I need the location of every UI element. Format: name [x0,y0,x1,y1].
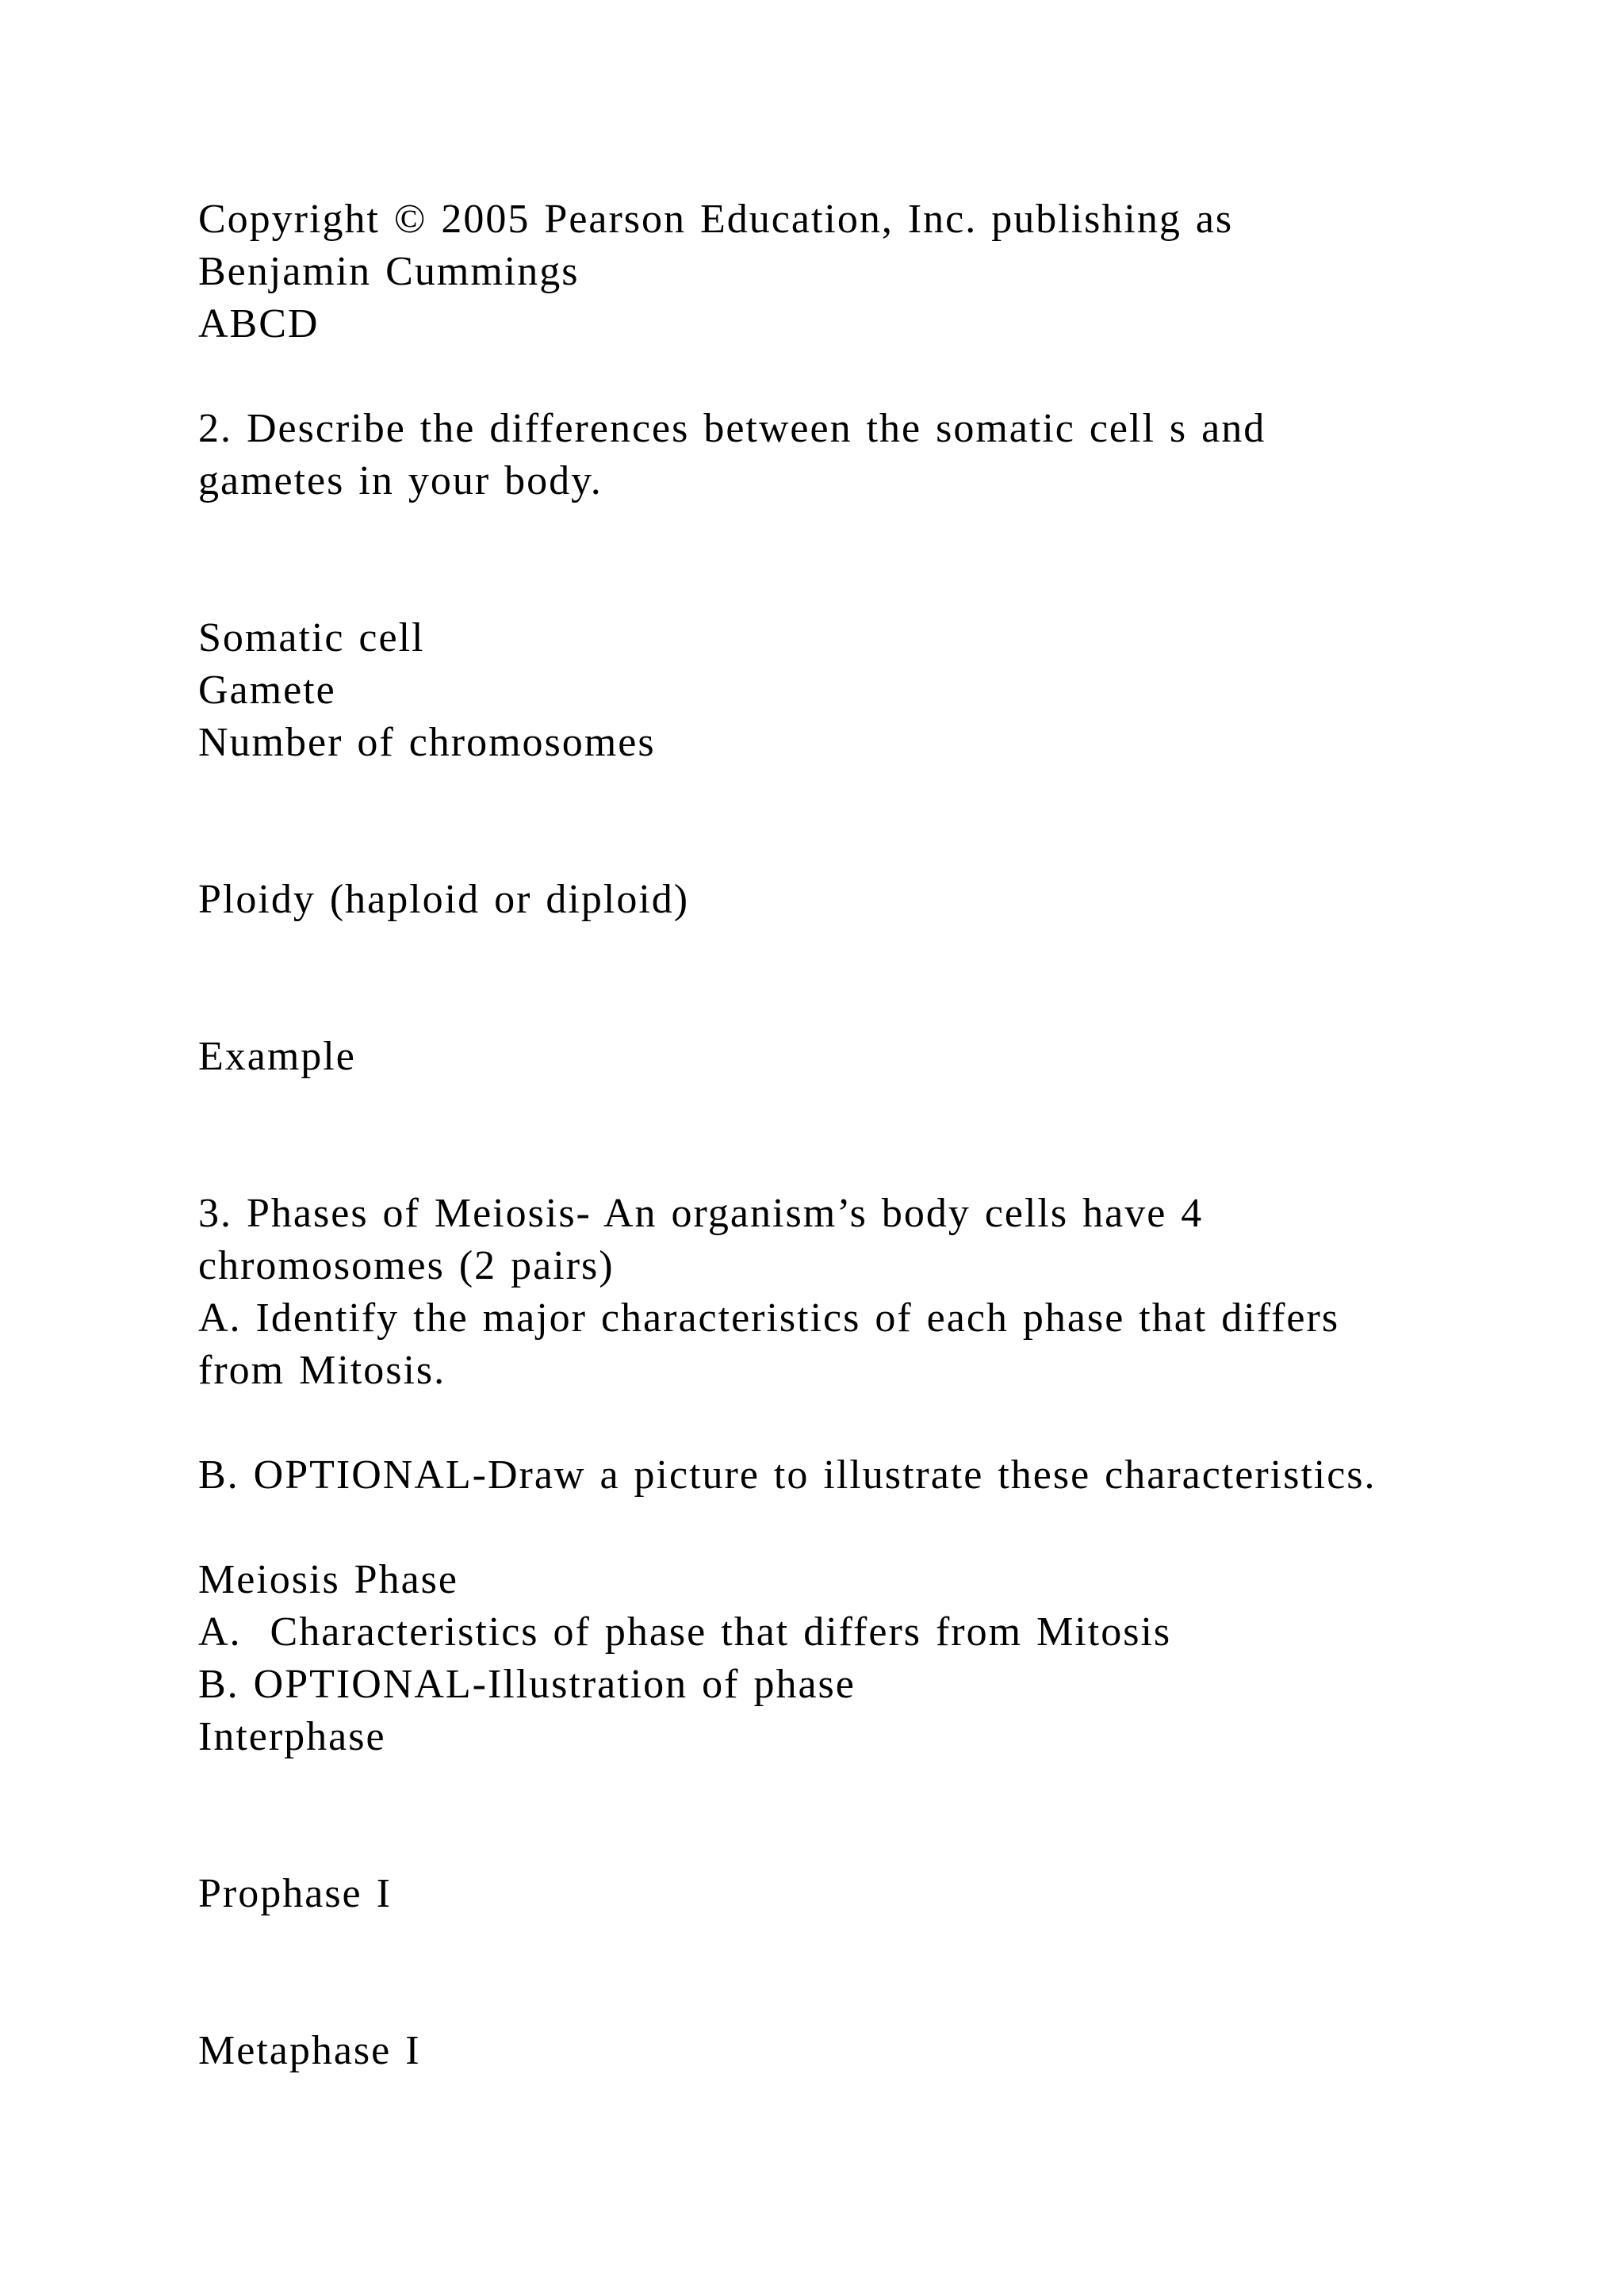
table-2-header-illustration: B. OPTIONAL-Illustration of phase [198,1662,856,1707]
blank-line [198,560,1546,612]
blank-line [198,1816,1546,1868]
document-page [198,193,1546,2077]
copyright-line-3: ABCD [198,301,320,346]
question-2-line-1: 2. Describe the differences between the somatic cell s and [198,406,1266,451]
copyright-line-2: Benjamin Cummings [198,249,580,294]
table-1-row-chromosomes: Number of chromosomes [198,720,656,765]
table-1-row-ploidy: Ploidy (haploid or diploid) [198,877,690,922]
question-3-part-a-line-2: from Mitosis. [198,1348,446,1393]
table-2-row-interphase: Interphase [198,1714,386,1759]
question-3-line-2: chromosomes (2 pairs) [198,1243,615,1288]
blank-line [198,507,1546,560]
blank-line [198,926,1546,978]
question-3-part-b: B. OPTIONAL-Draw a picture to illustrate these characteristics. [198,1452,1377,1498]
blank-line [198,1083,1546,1135]
blank-line [198,1502,1546,1554]
blank-line [198,978,1546,1031]
question-3-line-1: 3. Phases of Meiosis- An organism’s body cells have 4 [198,1191,1204,1236]
question-3-part-a-line-1: A. Identify the major characteristics of each phase that differs [198,1295,1340,1341]
blank-line [198,1973,1546,2025]
copyright-line-1: Copyright © 2005 Pearson Education, Inc. publishing as [198,197,1234,242]
table-2-row-metaphase-1: Metaphase I [198,2028,421,2073]
table-2-row-prophase-1: Prophase I [198,1871,392,1916]
table-1-header-gamete: Gamete [198,668,336,713]
blank-line [198,1763,1546,1816]
table-1-row-example: Example [198,1034,356,1079]
blank-line [198,350,1546,403]
blank-line [198,1920,1546,1973]
question-2-line-2: gametes in your body. [198,458,603,503]
table-2-header-phase: Meiosis Phase [198,1557,458,1602]
blank-line [198,1135,1546,1188]
table-2-header-characteristics: A. Characteristics of phase that differs from Mitosis [198,1609,1172,1655]
table-1-header-somatic: Somatic cell [198,615,425,660]
blank-line [198,769,1546,821]
blank-line [198,1397,1546,1449]
blank-line [198,821,1546,874]
